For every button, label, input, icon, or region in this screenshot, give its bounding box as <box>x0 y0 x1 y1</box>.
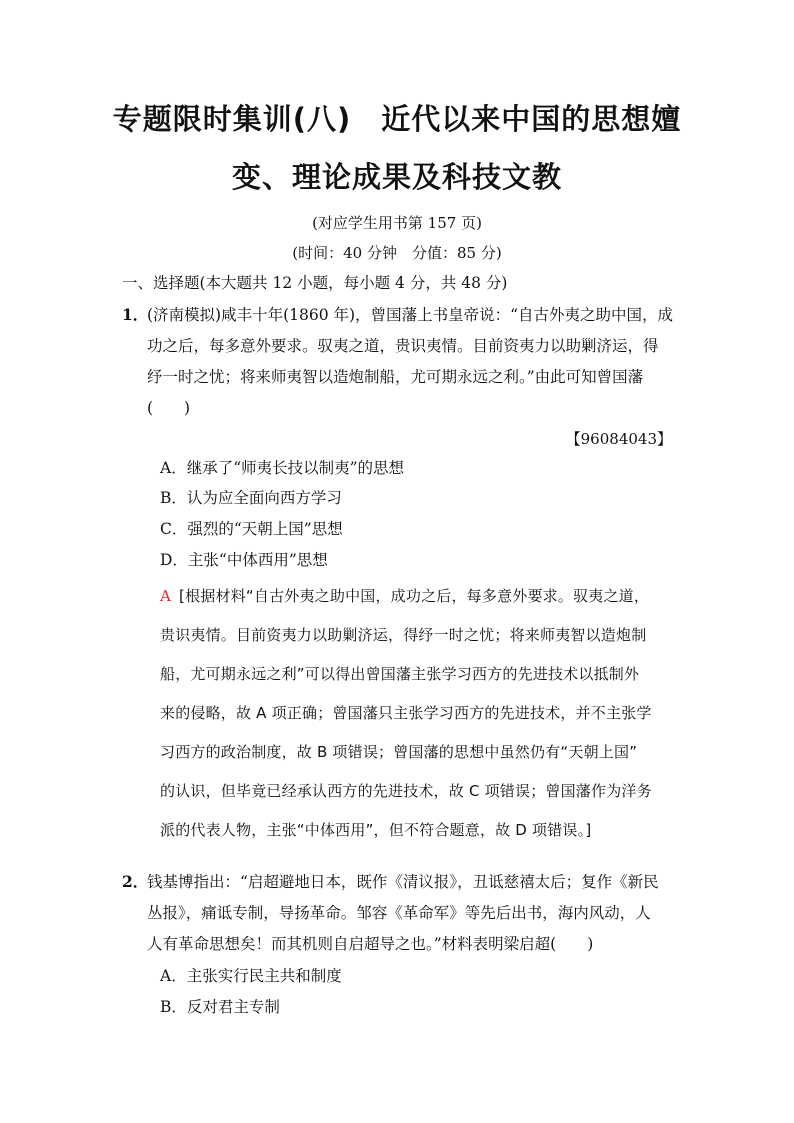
question-2-number: 2． <box>122 872 149 891</box>
question-1-blank: ( ) <box>147 399 191 417</box>
question-1-option-d: D．主张“中体西用”思想 <box>160 551 328 569</box>
answer-explanation-line-1 <box>160 586 649 606</box>
answer-explanation-line-4: 来的侵略，故 A 项正确；曾国藩只主张学习西方的先进技术，并不主张学 <box>160 704 652 722</box>
question-1-line-2: 功之后，每多意外要求。驭夷之道，贵识夷情。目前资夷力以助剿济运，得 <box>147 337 659 355</box>
question-1-line-3: 纾一时之忧；将来师夷智以造炮制船，尤可期永远之利。”由此可知曾国藩 <box>147 368 644 386</box>
answer-explanation-line-5: 习西方的政治制度，故 B 项错误；曾国藩的思想中虽然仍有“天朝上国” <box>160 743 638 761</box>
title-line-2: 变、理论成果及科技文教 <box>231 160 562 194</box>
answer-letter: A <box>160 587 172 605</box>
answer-explanation-line-7: 派的代表人物，主张“中体西用”，但不符合题意，故 D 项错误。] <box>160 821 592 839</box>
question-1-option-a: A．继承了“师夷长技以制夷”的思想 <box>160 459 405 477</box>
answer-explanation-line-3: 船，尤可期永远之利”可以得出曾国藩主张学习西方的先进技术以抵制外 <box>160 665 640 683</box>
question-2-option-b: B．反对君主专制 <box>160 998 280 1016</box>
question-1-option-c: C．强烈的“天朝上国”思想 <box>160 520 343 538</box>
title-line-1: 专题限时集训(八) 近代以来中国的思想嬗 <box>112 102 682 136</box>
answer-explanation-line-2: 贵识夷情。目前资夷力以助剿济运，得纾一时之忧；将来师夷智以造炮制 <box>160 626 647 644</box>
question-1-number: 1． <box>122 305 149 324</box>
time-score-info: (时间：40 分钟 分值：85 分) <box>292 244 502 262</box>
question-1-code: 【96084043】 <box>565 430 672 448</box>
page-reference: (对应学生用书第 157 页) <box>312 214 482 232</box>
question-2-line-3: 人有革命思想矣！而其机则自启超导之也。”材料表明梁启超( ) <box>147 935 594 953</box>
answer-explanation-line-6: 的认识，但毕竟已经承认西方的先进技术，故 C 项错误；曾国藩作为洋务 <box>160 782 652 800</box>
question-2-line-1: 钱基博指出：“启超避地日本，既作《清议报》，丑诋慈禧太后；复作《新民 <box>147 873 659 891</box>
question-1-line-1: (济南模拟)咸丰十年(1860 年)，曾国藩上书皇帝说：“自古外夷之助中国，成 <box>147 306 673 324</box>
section-heading: 一、选择题(本大题共 12 小题，每小题 4 分，共 48 分) <box>122 274 508 292</box>
question-1-option-b: B．认为应全面向西方学习 <box>160 489 342 507</box>
question-2-option-a: A．主张实行民主共和制度 <box>160 967 342 985</box>
question-2-line-2: 丛报》，痛诋专制，导扬革命。邹容《革命军》等先后出书，海内风动，人 <box>147 904 651 922</box>
answer-text-1: [根据材料“自古外夷之助中国，成功之后，每多意外要求。驭夷之道， <box>179 587 650 605</box>
